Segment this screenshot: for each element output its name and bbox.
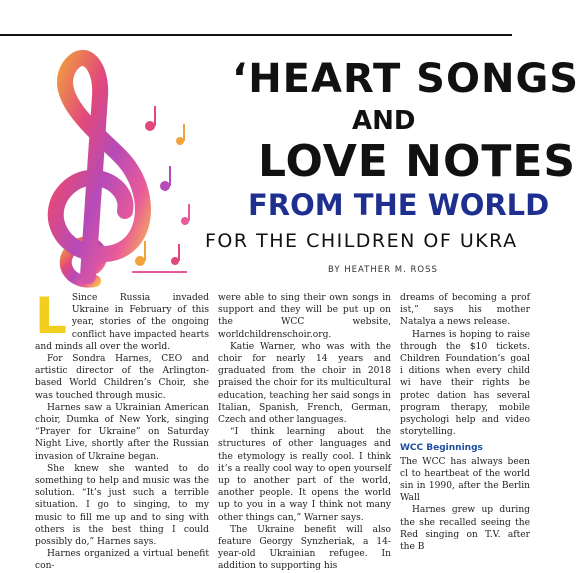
paragraph: Harnes grew up during the she recalled seeing the Red singing on T.V. after the B xyxy=(400,505,530,553)
article-column-3 xyxy=(400,292,530,553)
article-column-2 xyxy=(218,292,391,573)
paragraph: She knew she wanted to do something to help and music was the solution. “It’s just such a terrible situation. I go to singing, to my music to fill me up and to sing with others is the best thing I could possibly do,” Harnes says. xyxy=(35,463,209,548)
byline: BY HEATHER M. ROSS xyxy=(328,265,438,275)
music-note-icon xyxy=(181,217,189,225)
paragraph: Since Russia invaded Ukraine in February of this year, stories of the ongoing conflict have impacted hearts and minds all over the world. xyxy=(35,293,209,352)
music-note-icon xyxy=(145,121,155,131)
note-stem xyxy=(144,241,146,261)
paragraph: Harnes is hoping to raise through the $10 tickets. Children Foundation’s goal i ditions when every child wi have their rights be protec dation has several program therapy, mobile psychologi help and video storytelling. xyxy=(400,329,530,438)
paragraph: Katie Warner, who was with the choir for nearly 14 years and graduated from the choir in 2018 praised the choir for its multicultural education, teaching her said songs in Italian, Spanish, French, German, Czech and other languages. xyxy=(218,341,391,426)
paragraph: The Ukraine benefit will also feature Georgy Synzheriak, a 14-year-old Ukrainian refugee. In addition to supporting his xyxy=(218,524,391,572)
note-stem xyxy=(188,204,190,221)
music-note-icon xyxy=(160,181,170,191)
paragraph: The WCC has always been cl to heartbeat of the world sin in 1990, after the Berlin Wall xyxy=(400,456,530,504)
paragraph: were able to sing their own songs in support and they will be put up on the WCC website, worldchildrenschoir.org. xyxy=(218,293,391,340)
paragraph: Harnes saw a Ukrainian American choir, Dumka of New York, singing “Prayer for Ukraine” on Saturday Night Live, shortly after the Russian invasion of Ukraine began. xyxy=(35,402,209,462)
treble-clef-illustration xyxy=(0,36,210,306)
article-column-1 xyxy=(35,287,209,573)
music-note-icon xyxy=(176,137,184,145)
note-stem xyxy=(169,166,171,186)
paragraph: dreams of becoming a prof ist,” says his mother Natalya a news release. xyxy=(400,293,530,328)
clef-shape xyxy=(56,58,143,282)
headline-line-2: AND xyxy=(352,106,416,136)
paragraph: “I think learning about the structures of other languages and the etymology is really cool. I think it’s a really cool way to open yourself up to another part of the world, another people. It opens the world up to you in a way I think not many other things can,” Warner says. xyxy=(218,427,391,523)
headline-line-3: LOVE NOTES xyxy=(258,136,577,187)
music-note-icon xyxy=(171,257,179,265)
music-note-icon xyxy=(135,256,145,266)
paragraph: Harnes organized a virtual benefit con- xyxy=(35,549,209,572)
note-stem xyxy=(183,124,185,141)
headline-subtitle: FOR THE CHILDREN OF UKRA xyxy=(205,230,518,252)
paragraph: For Sondra Harnes, CEO and artistic director of the Arlington-based World Children’s Choir, she was touched through music. xyxy=(35,354,209,401)
headline-line-4: FROM THE WORLD xyxy=(248,188,550,222)
section-subhead: WCC Beginnings xyxy=(400,443,483,454)
note-stem xyxy=(178,244,180,261)
headline-line-1: ‘HEART SONGS xyxy=(232,56,579,102)
staff-line xyxy=(132,271,187,273)
drop-cap: L xyxy=(35,287,67,345)
note-stem xyxy=(154,106,156,126)
